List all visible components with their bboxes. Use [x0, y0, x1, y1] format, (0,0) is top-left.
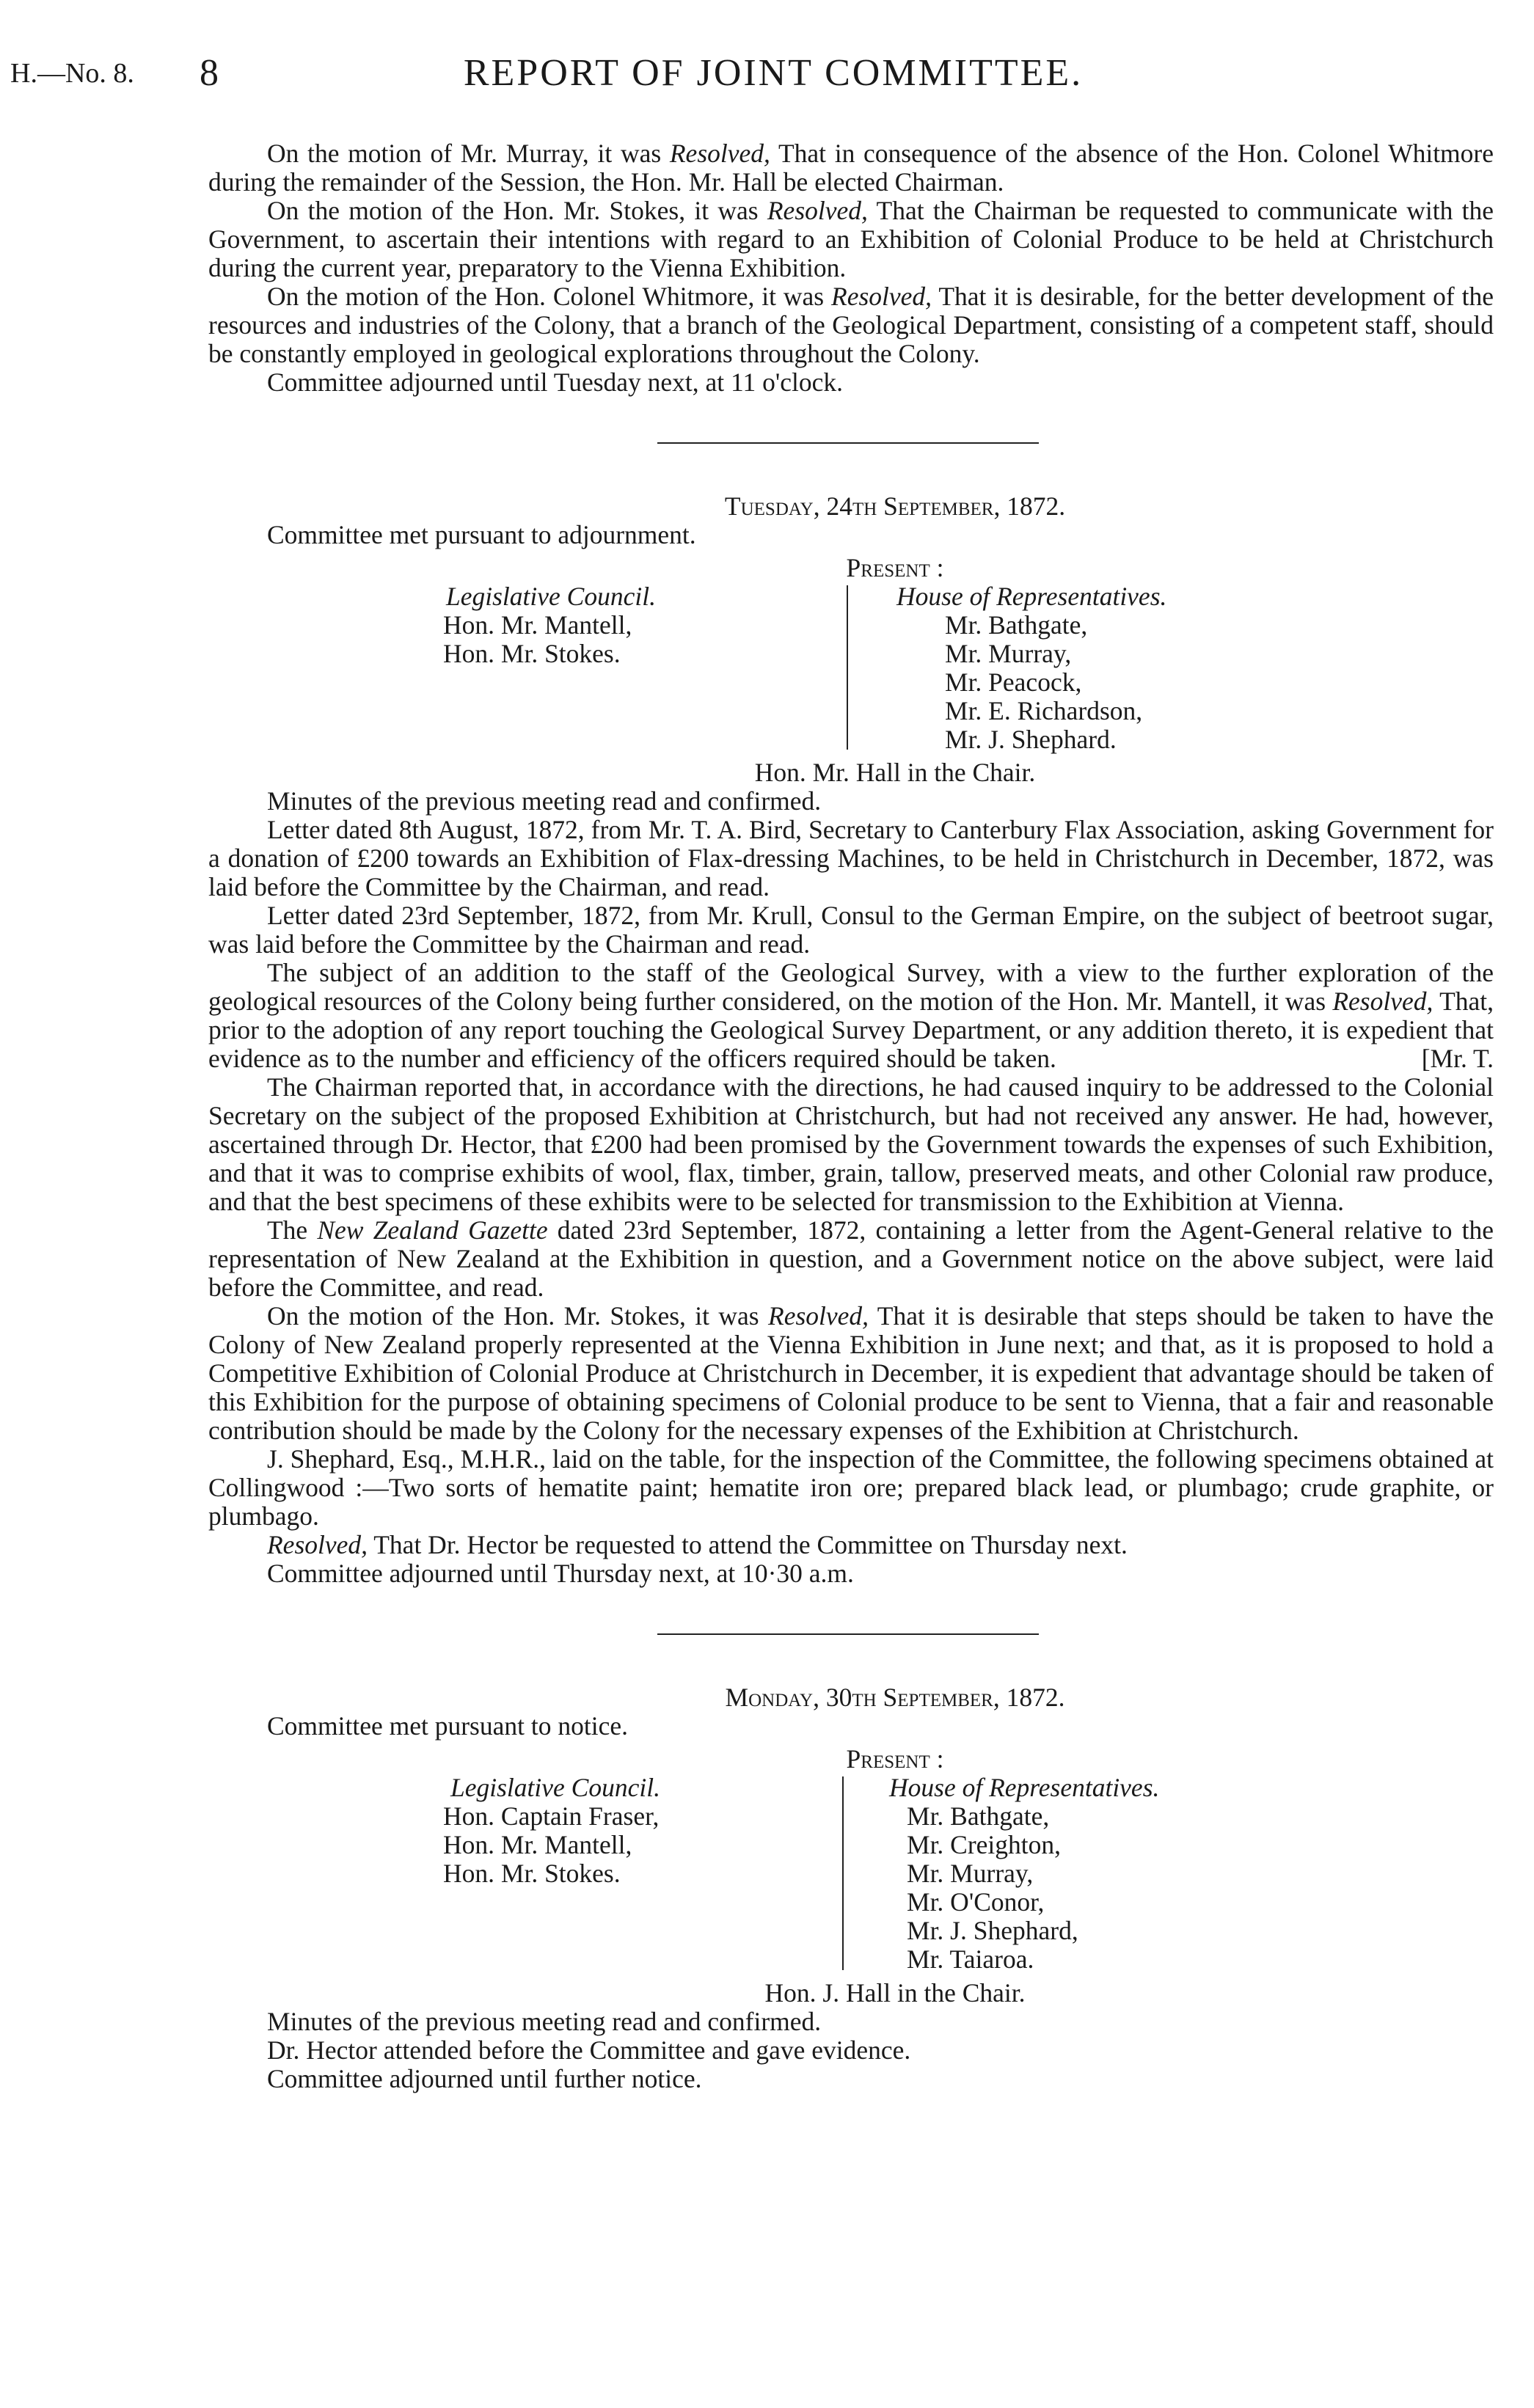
document-body: [208, 139, 1494, 2093]
adjournment-line: Committee adjourned until Tuesday next, at 11 o'clock.: [267, 367, 843, 397]
page-title: REPORT OF JOINT COMMITTEE.: [463, 52, 1084, 94]
page-header: [10, 51, 1507, 110]
meeting-date: Tuesday, 24th September, 1872.: [724, 491, 1066, 521]
paragraph: Minutes of the previous meeting read and confirmed.: [267, 786, 822, 816]
paragraph: J. Shephard, Esq., M.H.R., laid on the table, for the inspection of the Committee, the following specimens obtained at Collingwood :—Two sorts of hematite paint; hematite iron ore; prepared black lead, or plumbago; crude graphite, or plumbago.: [208, 1444, 1494, 1531]
adjournment-line: Committee adjourned until further notice.: [267, 2064, 702, 2093]
member-name: Mr. O'Conor,: [907, 1887, 1045, 1917]
meeting-opening: Committee met pursuant to adjournment.: [267, 520, 696, 549]
column-divider: [847, 585, 848, 750]
paragraph: On the motion of the Hon. Colonel Whitmore, it was Resolved, That it is desirable, for the better development of the resources and industries of the Colony, that a branch of the Geological Department, consisting of a competent staff, should be constantly employed in geological explorations throughout the Colony.: [208, 282, 1494, 368]
member-name: Hon. Mr. Mantell,: [443, 1830, 632, 1859]
house-heading: House of Representatives.: [889, 1773, 1160, 1802]
paragraph: On the motion of the Hon. Mr. Stokes, it was Resolved, That the Chairman be requested to communicate with the Government, to ascertain their intentions with regard to an Exhibition of Colonial Produce to be held at Christchurch during the current year, preparatory to the Vienna Exhibition.: [208, 196, 1494, 282]
member-name: Mr. E. Richardson,: [945, 696, 1143, 725]
paragraph: Resolved, That Dr. Hector be requested to attend the Committee on Thursday next.: [267, 1530, 1128, 1559]
member-name: Hon. Mr. Stokes.: [443, 639, 621, 668]
adjournment-line: Committee adjourned until Thursday next, at 10·30 a.m.: [267, 1559, 854, 1588]
member-name: Mr. Creighton,: [907, 1830, 1062, 1859]
document-reference: H.—No. 8.: [10, 58, 134, 89]
present-heading: Present :: [846, 553, 944, 582]
house-heading: House of Representatives.: [896, 582, 1167, 611]
council-heading: Legislative Council.: [446, 582, 656, 611]
paragraph: Letter dated 23rd September, 1872, from Mr. Krull, Consul to the German Empire, on the subject of beetroot sugar, was laid before the Committee by the Chairman and read.: [208, 901, 1494, 959]
paragraph: Minutes of the previous meeting read and confirmed.: [267, 2007, 822, 2036]
paragraph: The New Zealand Gazette dated 23rd September, 1872, containing a letter from the Agent-General relative to the representation of New Zealand at the Exhibition in question, and a Government notice on the above subject, were laid before the Committee, and read.: [208, 1215, 1494, 1302]
paragraph: Dr. Hector attended before the Committee and gave evidence.: [267, 2035, 911, 2065]
member-name: Hon. Mr. Stokes.: [443, 1859, 621, 1888]
attendance-table: [208, 582, 1494, 758]
member-name: Mr. J. Shephard,: [907, 1916, 1078, 1945]
paragraph: On the motion of Mr. Murray, it was Resolved, That in consequence of the absence of the Hon. Colonel Whitmore during the remainder of the Session, the Hon. Mr. Hall be elected Chairman.: [208, 139, 1494, 197]
column-divider: [842, 1776, 844, 1970]
section-divider: [657, 442, 1039, 444]
paragraph: The Chairman reported that, in accordance with the directions, he had caused inquiry to be addressed to the Colonial Secretary on the subject of the proposed Exhibition at Christchurch, but had not received any answer. He had, however, ascertained through Dr. Hector, that £200 had been promised by the Government towards the expenses of such Exhibition, and that it was to comprise exhibits of wool, flax, timber, grain, tallow, preserved meats, and other Colonial raw produce, and that the best specimens of these exhibits were to be selected for transmission to the Exhibition at Vienna.: [208, 1072, 1494, 1216]
council-column: [443, 582, 656, 668]
member-name: Mr. Peacock,: [945, 667, 1082, 697]
member-name: Mr. J. Shephard.: [945, 725, 1117, 754]
member-name: Mr. Murray,: [945, 639, 1072, 668]
section-divider: [657, 1633, 1039, 1635]
page-number: 8: [200, 52, 219, 94]
meeting-opening: Committee met pursuant to notice.: [267, 1711, 628, 1741]
chair-line: Hon. Mr. Hall in the Chair.: [754, 758, 1036, 787]
member-name: Hon. Captain Fraser,: [443, 1801, 660, 1831]
council-heading: Legislative Council.: [450, 1773, 660, 1802]
present-heading: Present :: [846, 1744, 944, 1774]
paragraph: Letter dated 8th August, 1872, from Mr. T. A. Bird, Secretary to Canterbury Flax Association, asking Government for a donation of £200 towards an Exhibition of Flax-dressing Machines, to be held in Christchurch in December, 1872, was laid before the Committee by the Chairman, and read.: [208, 815, 1494, 901]
member-name: Mr. Taiaroa.: [907, 1944, 1034, 1974]
house-column: [896, 582, 1166, 754]
meeting-date: Monday, 30th September, 1872.: [725, 1683, 1065, 1712]
member-name: Mr. Bathgate,: [945, 610, 1088, 640]
member-name: Hon. Mr. Mantell,: [443, 610, 632, 640]
chair-line: Hon. J. Hall in the Chair.: [764, 1978, 1026, 2008]
member-name: Mr. Bathgate,: [907, 1801, 1050, 1831]
attendance-table: [208, 1774, 1494, 1979]
paragraph: On the motion of the Hon. Mr. Stokes, it was Resolved, That it is desirable that steps should be taken to have the Colony of New Zealand properly represented at the Vienna Exhibition in June next; and that, as it is proposed to hold a Competitive Exhibition of Colonial Produce at Christchurch in December, it is expedient that advantage should be taken of this Exhibition for the purpose of obtaining specimens of Colonial produce to be sent to Vienna, that a fair and reasonable contribution should be made by the Colony for the necessary expenses of the Exhibition at Christchurch.: [208, 1301, 1494, 1445]
house-column: [889, 1774, 1159, 1974]
paragraph: The subject of an addition to the staff of the Geological Survey, with a view to the further exploration of the geological resources of the Colony being further considered, on the motion of the Hon. Mr. Mantell, it was Resolved, That, prior to the adoption of any report touching the Geological Survey Department, or any addition thereto, it is expedient that evidence as to the number and efficiency of the officers required should be taken. [Mr. T.: [208, 958, 1494, 1073]
marginal-note: [Mr. T.: [1421, 1044, 1494, 1073]
council-column: [443, 1774, 660, 1888]
member-name: Mr. Murray,: [907, 1859, 1034, 1888]
